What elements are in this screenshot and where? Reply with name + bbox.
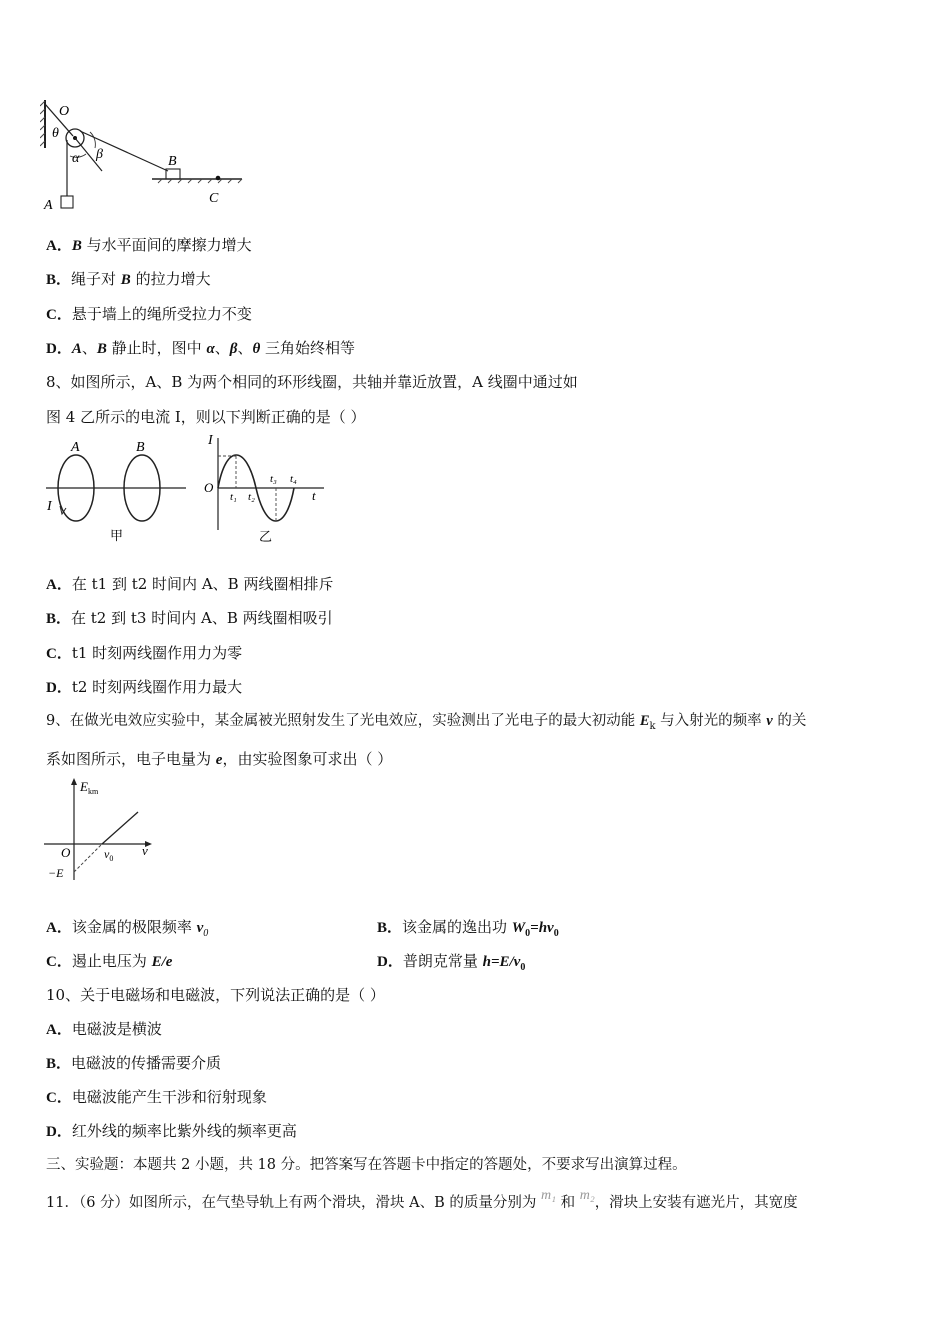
tick-t2: t₂ bbox=[248, 491, 255, 503]
label-A: A bbox=[44, 198, 53, 213]
coil-a-label: A bbox=[71, 440, 80, 455]
label-alpha: α bbox=[72, 151, 80, 166]
photoelectric-graph bbox=[44, 776, 154, 884]
var-m2: m₂ bbox=[579, 1188, 595, 1203]
label-yi: 乙 bbox=[259, 529, 273, 544]
label-O: O bbox=[59, 104, 70, 119]
q10-option-b: B．电磁波的传播需要介质 bbox=[46, 1054, 222, 1072]
label-C: C bbox=[209, 191, 219, 206]
pulley-figure bbox=[40, 96, 250, 216]
q10-option-a: A．电磁波是横波 bbox=[46, 1020, 162, 1038]
current-label-left: I bbox=[47, 499, 52, 514]
graph-ekm-label: $E_{km}$ bbox=[80, 779, 99, 796]
section-3-heading: 三、实验题：本题共 2 小题，共 18 分。把答案写在答题卡中指定的答题处，不要求写出演算过程。 bbox=[46, 1157, 687, 1173]
q7-option-c: C．悬于墙上的绳所受拉力不变 bbox=[46, 305, 252, 323]
q7-option-d: D．A、B 静止时，图中 α、β、θ 三角始终相等 bbox=[46, 339, 356, 357]
q8-stem-line2: 图 4 乙所示的电流 I，则以下判断正确的是（ ） bbox=[46, 408, 366, 426]
graph-nu-label: ν bbox=[142, 843, 148, 858]
tick-t4: t₄ bbox=[290, 473, 297, 485]
label-B: B bbox=[168, 154, 177, 169]
q8-option-d: D．t2 时刻两线圈作用力最大 bbox=[46, 678, 243, 696]
label-jia: 甲 bbox=[110, 528, 124, 543]
coils-current-figure bbox=[44, 434, 324, 546]
q8-stem-line1: 8、如图所示，A、B 为两个相同的环形线圈，共轴并靠近放置，A 线圈中通过如 bbox=[46, 373, 578, 391]
graph-t-axis-label: t bbox=[312, 488, 316, 503]
coil-b-label: B bbox=[136, 440, 145, 455]
graph-neg-e-label: −E bbox=[48, 866, 64, 880]
q7-option-a: A．B 与水平面间的摩擦力增大 bbox=[46, 236, 252, 254]
q9-stem-line2: 系如图所示，电子电量为 e，由实验图象可求出（ ） bbox=[46, 750, 393, 768]
graph-origin: O bbox=[61, 845, 71, 860]
q9-stem-line1: 9、在做光电效应实验中，某金属被光照射发生了光电效应，实验测出了光电子的最大初动能 $E_k$ 与入射光的频率 ν 的关 bbox=[46, 713, 807, 732]
graph-origin-label: O bbox=[204, 480, 214, 495]
label-beta: β bbox=[96, 147, 103, 162]
q10-option-d: D．红外线的频率比紫外线的频率更高 bbox=[46, 1122, 297, 1140]
q9-option-a: A．该金属的极限频率 $\nu_0$ bbox=[46, 918, 209, 939]
q8-option-a: A．在 t1 到 t2 时间内 A、B 两线圈相排斥 bbox=[46, 575, 334, 593]
q8-option-c: C．t1 时刻两线圈作用力为零 bbox=[46, 644, 243, 662]
q9-option-b: B．该金属的逸出功 $W_0=h\nu_0$ bbox=[377, 918, 559, 939]
q10-stem: 10、关于电磁场和电磁波，下列说法正确的是（ ） bbox=[46, 986, 385, 1004]
tick-t3: t₃ bbox=[270, 473, 277, 485]
q9-option-c: C．遏止电压为 E/e bbox=[46, 952, 173, 970]
q11-stem: 11．（6 分）如图所示，在气垫导轨上有两个滑块，滑块 A、B 的质量分别为 m₁ 和 m₂，滑块上安装有遮光片，其宽度 bbox=[46, 1188, 798, 1211]
tick-t1: t₁ bbox=[230, 491, 237, 503]
q10-option-c: C．电磁波能产生干涉和衍射现象 bbox=[46, 1088, 267, 1106]
q7-option-b: B．绳子对 B 的拉力增大 bbox=[46, 270, 211, 288]
q9-option-d: D．普朗克常量 $h=E/\nu_0$ bbox=[377, 952, 526, 973]
q8-option-b: B．在 t2 到 t3 时间内 A、B 两线圈相吸引 bbox=[46, 609, 333, 627]
graph-i-axis-label: I bbox=[208, 434, 213, 448]
var-m1: m₁ bbox=[541, 1188, 556, 1203]
graph-nu0-label: $\nu_0$ bbox=[104, 847, 114, 863]
label-theta: θ bbox=[52, 126, 59, 141]
